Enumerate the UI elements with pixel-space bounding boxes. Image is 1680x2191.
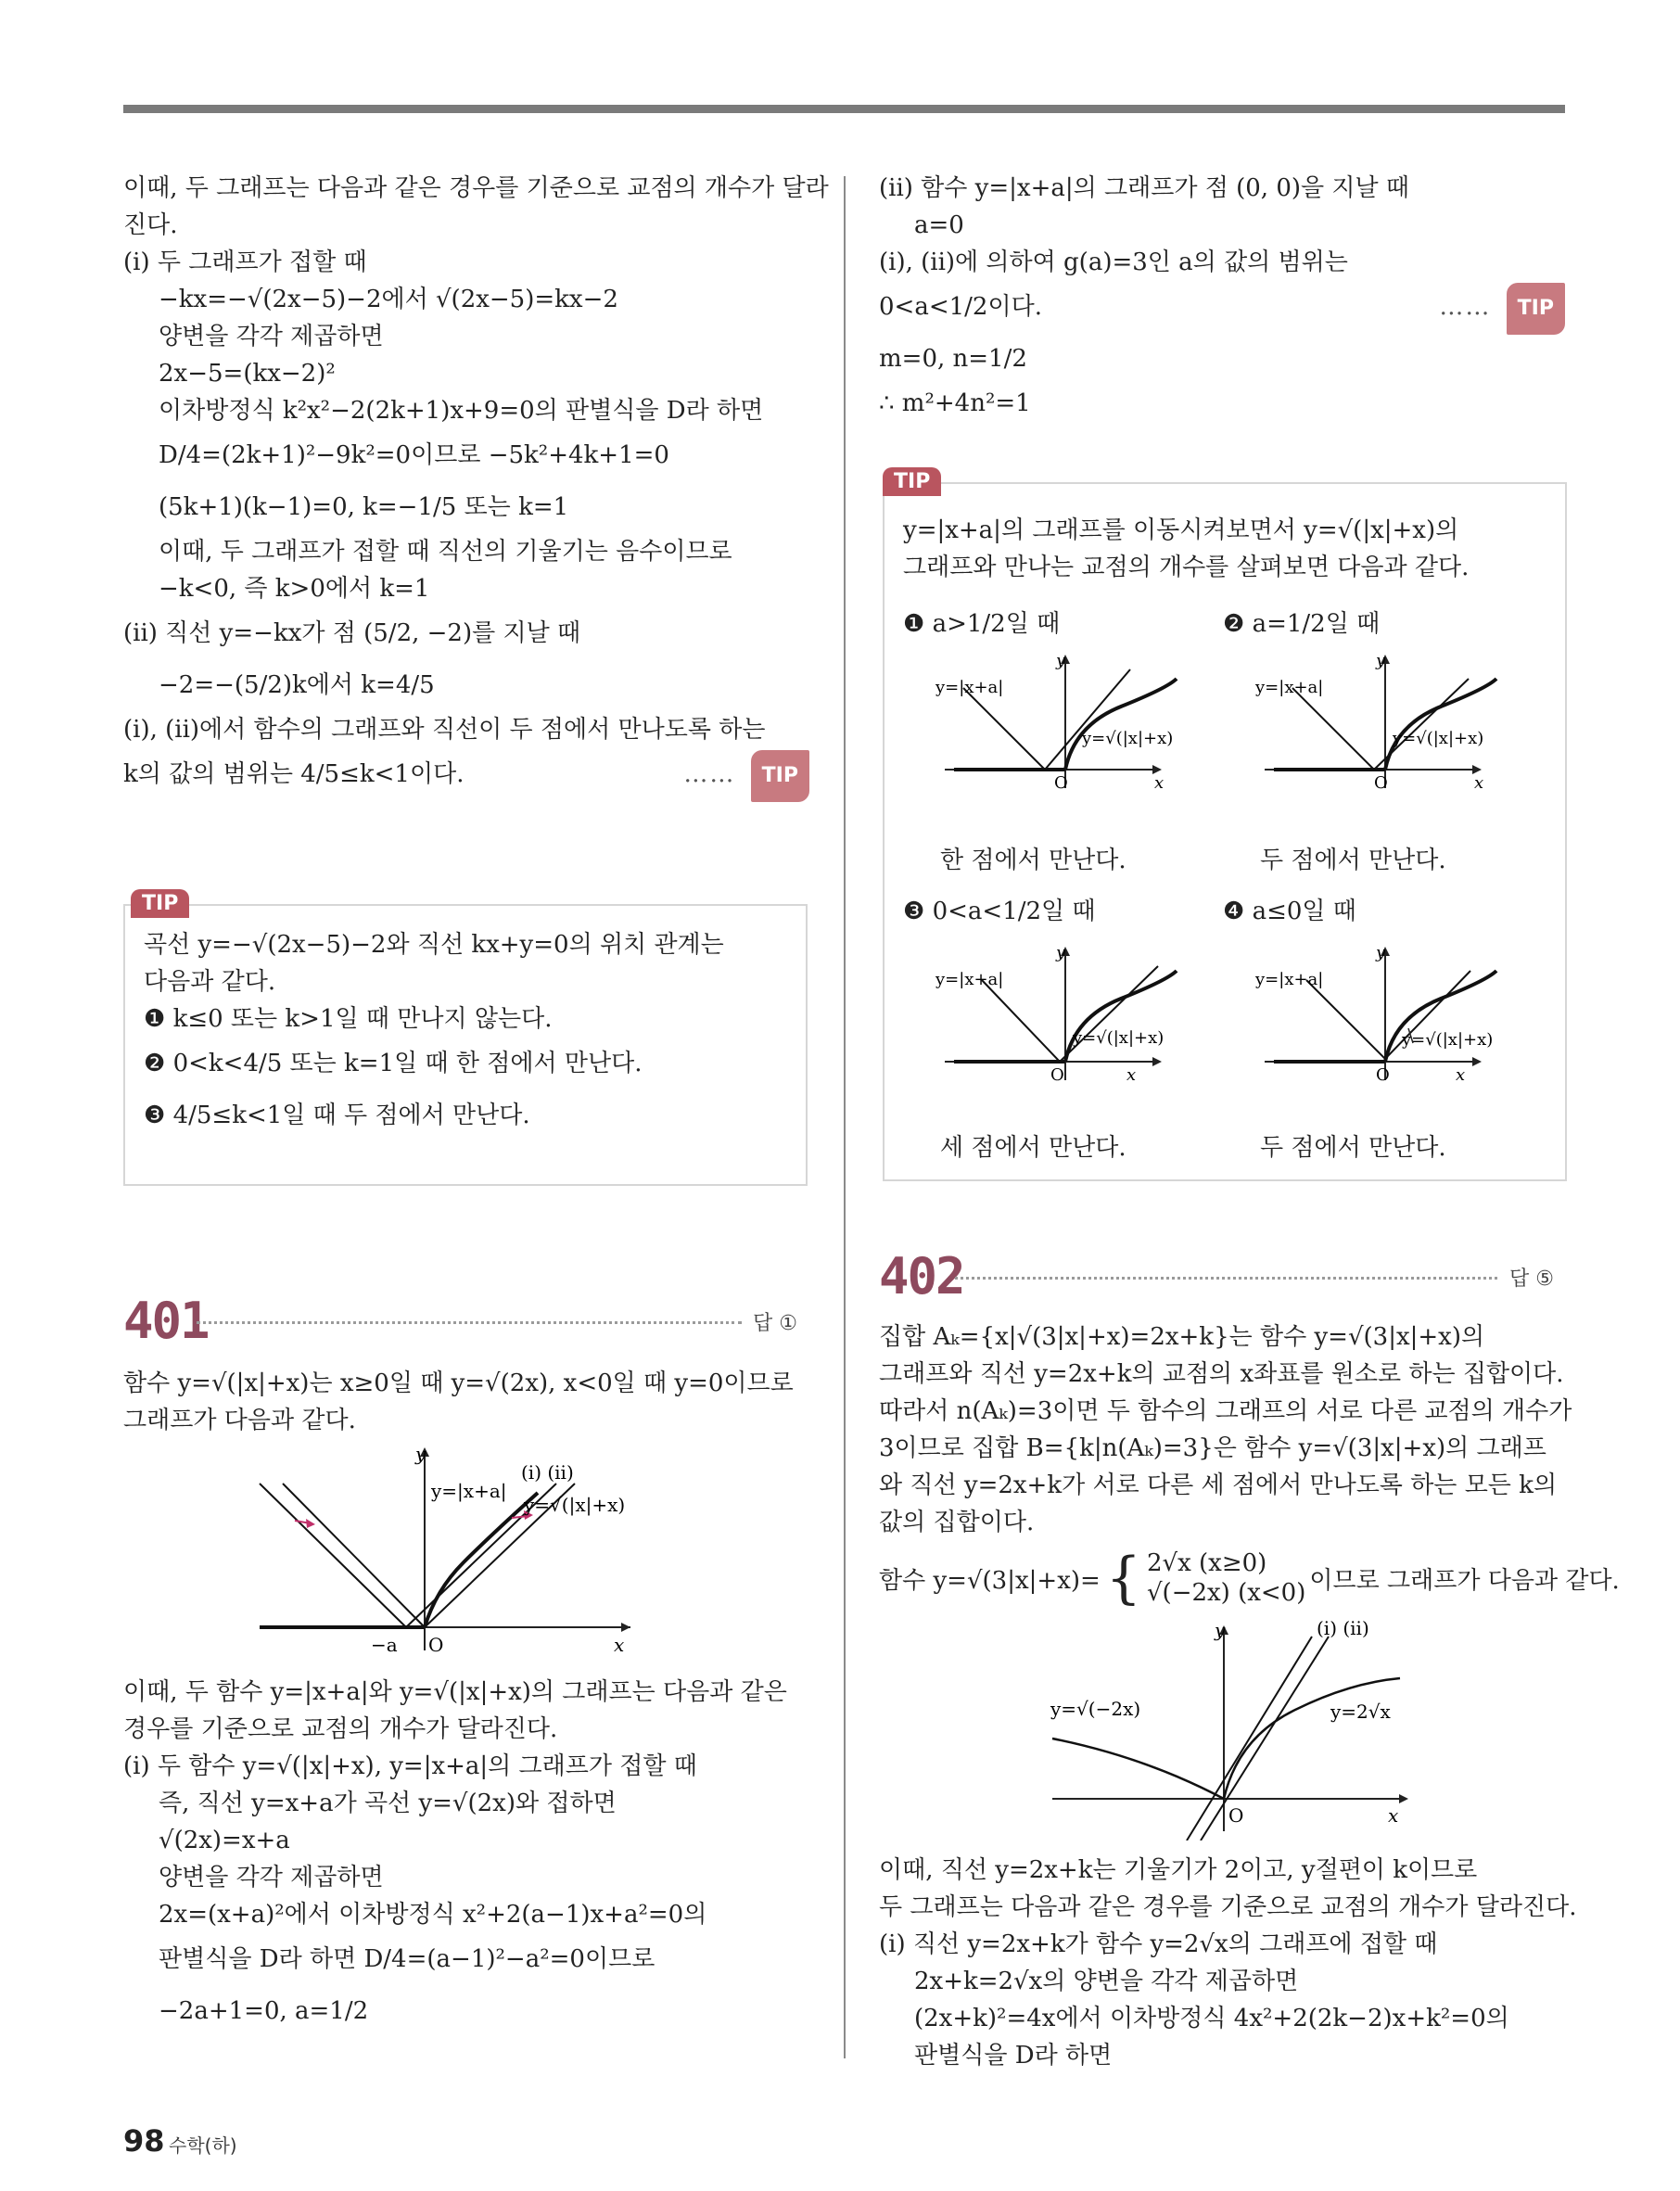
case-header: ❹ a≤0일 때 xyxy=(1223,898,1356,925)
text-line: 양변을 각각 제곱하면 xyxy=(159,323,384,350)
origin-label: O xyxy=(428,1634,444,1655)
text-line: −2a+1=0, a=1/2 xyxy=(159,1997,369,2025)
text-line: 그래프와 직선 y=2x+k의 교점의 x좌표를 원소로 하는 집합이다. xyxy=(879,1360,1564,1388)
text-line: 2x−5=(kx−2)² xyxy=(159,360,336,388)
text-line: 이때, 두 그래프는 다음과 같은 경우를 기준으로 교점의 개수가 달라 xyxy=(123,174,829,202)
piecewise-line xyxy=(879,1546,1620,1611)
text-line: D/4=(2k+1)²−9k²=0이므로 −5k²+4k+1=0 xyxy=(159,441,669,469)
tip-content xyxy=(903,512,1552,586)
case-graph-3 xyxy=(935,943,1214,1082)
right-top-solution xyxy=(879,170,1565,422)
case-header: ❸ 0<a<1/2일 때 xyxy=(903,898,1096,925)
line-label: y=|x+a| xyxy=(935,970,1004,989)
header-dotline xyxy=(955,1277,1497,1280)
p401-body xyxy=(123,1674,809,2037)
text-line-with-tip xyxy=(879,281,1565,333)
case-caption: 두 점에서 만난다. xyxy=(1260,1134,1446,1162)
curve-label: y=√(|x|+x) xyxy=(1402,1030,1494,1050)
sqrt-curve xyxy=(1385,679,1496,770)
piecewise-prefix: 함수 y=√(3|x|+x)= xyxy=(879,1566,1101,1595)
text-line: (ii) 직선 y=−kx가 점 (5/2, −2)를 지날 때 xyxy=(123,619,581,647)
curve-label: y=√(|x|+x) xyxy=(1082,729,1174,748)
origin-label: O xyxy=(1054,773,1068,790)
tangent-line-ii xyxy=(1201,1637,1329,1841)
case-graph-1 xyxy=(935,651,1214,790)
left-curve xyxy=(1052,1739,1224,1799)
text-line: 이차방정식 k²x²−2(2k+1)x+9=0의 판별식을 D라 하면 xyxy=(159,397,764,425)
text-line: √(2x)=x+a xyxy=(159,1827,290,1854)
origin-label: O xyxy=(1376,1065,1390,1082)
x-label: x xyxy=(1456,1065,1466,1082)
text-line: (ii) 함수 y=|x+a|의 그래프가 점 (0, 0)을 지날 때 xyxy=(879,174,1410,202)
brace: { xyxy=(1105,1546,1141,1611)
case-caption: 세 점에서 만난다. xyxy=(940,1134,1126,1162)
problem-number: 401 xyxy=(123,1292,209,1350)
case-graph-2 xyxy=(1255,651,1534,790)
case-caption: 두 점에서 만난다. xyxy=(1260,847,1446,874)
piecewise-cases xyxy=(1147,1548,1305,1608)
case-1: 2√x (x≥0) xyxy=(1146,1549,1267,1577)
answer-label: 답 ① xyxy=(753,1312,797,1335)
neg-a-label: −a xyxy=(371,1634,398,1655)
text-line: 경우를 기준으로 교점의 개수가 달라진다. xyxy=(123,1715,558,1743)
page-label: 수학(하) xyxy=(169,2134,237,2157)
text-line: 값의 집합이다. xyxy=(879,1509,1035,1536)
text-line: (i) 두 함수 y=√(|x|+x), y=|x+a|의 그래프가 접할 때 xyxy=(123,1752,697,1780)
x-label: x xyxy=(1388,1804,1399,1827)
tip-line: 곡선 y=−√(2x−5)−2와 직선 kx+y=0의 위치 관계는 xyxy=(144,931,724,959)
text-line: 즉, 직선 y=x+a가 곡선 y=√(2x)와 접하면 xyxy=(159,1790,617,1817)
tangent-line-i xyxy=(1187,1637,1312,1841)
text-line: (2x+k)²=4x에서 이차방정식 4x²+2(2k−2)x+k²=0의 xyxy=(914,2005,1509,2032)
tip-line: ❶ k≤0 또는 k>1일 때 만나지 않는다. xyxy=(144,1005,553,1033)
text-line: 두 그래프는 다음과 같은 경우를 기준으로 교점의 개수가 달라진다. xyxy=(879,1893,1577,1921)
abs-line2-left xyxy=(283,1484,425,1627)
line-label: y=|x+a| xyxy=(935,678,1004,697)
tip-line: ❸ 4/5≤k<1일 때 두 점에서 만난다. xyxy=(144,1102,530,1129)
tip-marker: TIP xyxy=(751,750,809,802)
tip-tab: TIP xyxy=(131,889,189,918)
sqrt-curve xyxy=(1065,971,1177,1062)
x-arrow xyxy=(1152,1057,1162,1066)
case-2: √(−2x) (x<0) xyxy=(1146,1579,1306,1607)
tip-line: 다음과 같다. xyxy=(144,968,276,996)
text-line: (i) 직선 y=2x+k가 함수 y=2√x의 그래프에 접할 때 xyxy=(879,1930,1438,1958)
line-label: y=|x+a| xyxy=(1255,970,1324,989)
y-label: y xyxy=(1376,651,1386,670)
case-header: ❶ a>1/2일 때 xyxy=(903,610,1061,638)
leader-dots: …… xyxy=(1439,293,1492,321)
curve-label: y=√(|x|+x) xyxy=(1073,1028,1165,1048)
text-line: (i), (ii)에 의하여 g(a)=3인 a의 값의 범위는 xyxy=(879,248,1348,276)
graph-402 xyxy=(1034,1618,1423,1841)
x-label: x xyxy=(1126,1065,1137,1082)
abs-line-left xyxy=(260,1484,406,1627)
text-line: −k<0, 즉 k>0에서 k=1 xyxy=(159,575,430,603)
move-arrowhead xyxy=(306,1519,315,1528)
case-graph-4 xyxy=(1255,943,1534,1082)
sqrt-curve xyxy=(1065,679,1177,770)
header-dotline xyxy=(197,1321,742,1324)
text-line: 2x+k=2√x의 양변을 각각 제곱하면 xyxy=(914,1968,1299,1995)
text-line: (i) 두 그래프가 접할 때 xyxy=(123,248,367,276)
tip-line: y=|x+a|의 그래프를 이동시켜보면서 y=√(|x|+x)의 xyxy=(903,516,1459,544)
text-line: (i), (ii)에서 함수의 그래프와 직선이 두 점에서 만나도록 하는 xyxy=(123,716,766,744)
text: 0<a<1/2이다. xyxy=(879,293,1042,321)
tip-marker: TIP xyxy=(1507,283,1565,335)
top-rule xyxy=(123,105,1565,113)
case-caption: 한 점에서 만난다. xyxy=(940,847,1126,874)
tip-line: 그래프와 만나는 교점의 개수를 살펴보면 다음과 같다. xyxy=(903,554,1470,581)
piecewise-suffix: 이므로 그래프가 다음과 같다. xyxy=(1309,1566,1620,1595)
sqrt-curve xyxy=(425,1493,538,1627)
origin-label: O xyxy=(1228,1804,1244,1827)
page-number: 98 xyxy=(123,2123,165,2159)
text-line: 그래프가 다음과 같다. xyxy=(123,1407,356,1434)
text-line: 이때, 직선 y=2x+k는 기울기가 2이고, y절편이 k이므로 xyxy=(879,1856,1478,1884)
text-line-with-tip xyxy=(123,748,809,800)
graph-401 xyxy=(241,1442,668,1655)
case-labels: (i) (ii) xyxy=(521,1461,574,1484)
p401-intro xyxy=(123,1365,809,1439)
y-label: y xyxy=(1376,943,1386,962)
text-line: 이때, 두 그래프가 접할 때 직선의 기울기는 음수이므로 xyxy=(159,538,732,566)
line-label: y=|x+a| xyxy=(431,1480,507,1502)
column-divider xyxy=(844,176,846,2058)
text-line: (5k+1)(k−1)=0, k=−1/5 또는 k=1 xyxy=(159,493,569,521)
tip-line: ❷ 0<k<4/5 또는 k=1일 때 한 점에서 만난다. xyxy=(144,1050,643,1077)
x-label: x xyxy=(1154,773,1165,790)
origin-label: O xyxy=(1374,773,1388,790)
x-arrow xyxy=(1399,1794,1408,1803)
origin-label: O xyxy=(1050,1065,1064,1082)
y-label: y xyxy=(1056,943,1066,962)
text-line: 따라서 n(Aₖ)=3이면 두 함수의 그래프의 서로 다른 교점의 개수가 xyxy=(879,1397,1572,1425)
tip-box xyxy=(123,892,808,1186)
y-label: y xyxy=(1056,651,1066,670)
p402-body xyxy=(879,1852,1577,2074)
y-label: y xyxy=(1215,1619,1226,1641)
text: k의 값의 범위는 4/5≤k<1이다. xyxy=(123,760,465,788)
x-label: x xyxy=(614,1634,625,1655)
curve-label: y=√(|x|+x) xyxy=(1393,729,1484,748)
p402-intro xyxy=(879,1318,1572,1541)
left-curve-label: y=√(−2x) xyxy=(1050,1698,1141,1720)
text-line: ∴ m²+4n²=1 xyxy=(879,389,1031,417)
text-line: 판별식을 D라 하면 xyxy=(914,2042,1113,2070)
text-line: 2x=(x+a)²에서 이차방정식 x²+2(a−1)x+a²=0의 xyxy=(159,1901,707,1929)
text-line: 이때, 두 함수 y=|x+a|와 y=√(|x|+x)의 그래프는 다음과 같은 xyxy=(123,1678,787,1706)
answer-label: 답 ⑤ xyxy=(1509,1267,1554,1291)
text-line: 진다. xyxy=(123,211,178,239)
text-line: 판별식을 D라 하면 D/4=(a−1)²−a²=0이므로 xyxy=(159,1945,655,1973)
tip-box xyxy=(883,470,1567,1181)
text-line: −2=−(5/2)k에서 k=4/5 xyxy=(159,671,435,699)
left-top-solution xyxy=(123,170,829,800)
case-header: ❷ a=1/2일 때 xyxy=(1223,610,1381,638)
right-curve-label: y=2√x xyxy=(1330,1701,1391,1723)
tip-content xyxy=(144,926,793,1141)
text-line: −kx=−√(2x−5)−2에서 √(2x−5)=kx−2 xyxy=(159,286,618,313)
curve-label: y=√(|x|+x) xyxy=(524,1494,626,1516)
text-line: 양변을 각각 제곱하면 xyxy=(159,1864,384,1892)
tip-tab: TIP xyxy=(883,467,941,496)
text-line: 집합 Aₖ={x|√(3|x|+x)=2x+k}는 함수 y=√(3|x|+x)의 xyxy=(879,1323,1485,1351)
x-arrow xyxy=(1472,1057,1482,1066)
text-line: 함수 y=√(|x|+x)는 x≥0일 때 y=√(2x), x<0일 때 y=0이므로 xyxy=(123,1369,794,1397)
line-label: y=|x+a| xyxy=(1255,678,1324,697)
y-label: y xyxy=(415,1443,426,1465)
problem-number: 402 xyxy=(879,1247,964,1306)
x-label: x xyxy=(1474,773,1484,790)
leader-dots: …… xyxy=(683,760,736,788)
x-arrow xyxy=(621,1623,630,1632)
text-line: 와 직선 y=2x+k가 서로 다른 세 점에서 만나도록 하는 모든 k의 xyxy=(879,1471,1558,1499)
case-labels: (i) (ii) xyxy=(1317,1618,1369,1639)
text-line: a=0 xyxy=(914,211,964,239)
text-line: 3이므로 집합 B={k|n(Aₖ)=3}은 함수 y=√(3|x|+x)의 그래프 xyxy=(879,1434,1546,1462)
text-line: m=0, n=1/2 xyxy=(879,345,1027,373)
